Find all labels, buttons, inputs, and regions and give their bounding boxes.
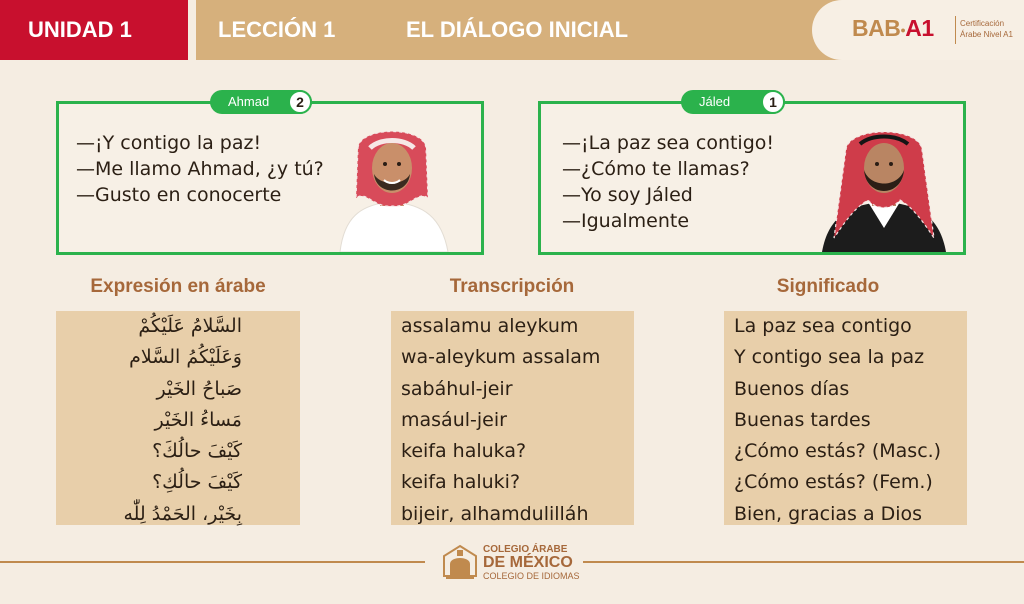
- speaker-order: 2: [288, 90, 312, 114]
- page-title: EL DIÁLOGO INICIAL: [406, 17, 629, 42]
- dialog-line: —Gusto en conocerte: [76, 184, 282, 206]
- man-ahmad-photo: [330, 118, 454, 252]
- transcription-item: keifa haluka?: [401, 440, 527, 463]
- dialog-line: —Igualmente: [562, 210, 690, 232]
- transcription-item: keifa haluki?: [401, 471, 521, 494]
- arabic-expression: وَعَلَيْكُمُ السَّلام: [129, 346, 242, 369]
- dialog-lines-ahmad: [76, 130, 324, 208]
- arabic-expression: بِخَيْر، الحَمْدُ لِلّٰه: [123, 502, 242, 525]
- meaning-item: ¿Cómo estás? (Masc.): [734, 440, 942, 463]
- dialog-lines-jaled: [562, 130, 774, 234]
- meaning-panel: [724, 311, 967, 525]
- column-header-transcription: Transcripción: [449, 276, 575, 297]
- dialog-line: —¿Cómo te llamas?: [562, 158, 750, 180]
- arabic-expression: صَباحُ الخَيْر: [156, 377, 242, 400]
- man-jaled-photo: [818, 118, 950, 252]
- dialog-line: —Yo soy Jáled: [562, 184, 693, 206]
- brand-divider: [955, 16, 956, 44]
- school-line-1: COLEGIO ÁRABE: [483, 544, 568, 555]
- school-line-3: COLEGIO DE IDIOMAS: [483, 571, 580, 581]
- dialog-line: —¡La paz sea contigo!: [562, 132, 775, 154]
- header-bar: [0, 0, 1024, 60]
- brand-cert: [960, 18, 1013, 40]
- arabic-expression: كَيْفَ حالُكِ؟: [152, 471, 242, 494]
- school-line-2: DE MÉXICO: [483, 554, 573, 571]
- arabic-expression: كَيْفَ حالُكَ؟: [152, 440, 242, 463]
- brand-main: BAB: [852, 15, 901, 41]
- speaker-name: Ahmad: [228, 94, 270, 109]
- brand-level: A1: [905, 15, 934, 41]
- speaker-tag-ahmad: [210, 90, 312, 114]
- cert-line-1: Certificación: [960, 19, 1005, 28]
- brand-logo: BAB●A1: [852, 15, 934, 41]
- mosque-logo-icon: [440, 542, 480, 582]
- meaning-item: Bien, gracias a Dios: [734, 502, 923, 525]
- meaning-item: Buenos días: [734, 377, 850, 400]
- transcription-panel: [391, 311, 634, 525]
- speaker-name: Jáled: [699, 94, 731, 109]
- meaning-item: Buenas tardes: [734, 408, 871, 431]
- footer-divider-left: [0, 561, 425, 563]
- footer-divider-right: [583, 561, 1024, 563]
- transcription-item: assalamu aleykum: [401, 315, 579, 337]
- transcription-item: sabáhul-jeir: [401, 377, 513, 400]
- meaning-item: Y contigo sea la paz: [734, 346, 925, 369]
- transcription-item: bijeir, alhamdulilláh: [401, 502, 589, 525]
- dialog-line: —Me llamo Ahmad, ¿y tú?: [76, 158, 324, 180]
- speaker-order: 1: [761, 90, 785, 114]
- lesson-label: LECCIÓN 1: [218, 17, 336, 42]
- arabic-expression: السَّلامُ عَلَيْكُمْ: [138, 315, 242, 337]
- unit-label: UNIDAD 1: [0, 0, 188, 60]
- transcription-item: wa-aleykum assalam: [401, 346, 601, 369]
- footer-school-name: [483, 544, 580, 582]
- column-header-arabic: Expresión en árabe: [90, 276, 266, 297]
- arabic-expressions-panel: [56, 311, 300, 525]
- meaning-item: La paz sea contigo: [734, 315, 912, 337]
- transcription-item: masául-jeir: [401, 408, 507, 431]
- cert-line-2: Árabe Nivel A1: [960, 30, 1013, 39]
- arabic-expression: مَساءُ الخَيْر: [154, 408, 242, 431]
- meaning-item: ¿Cómo estás? (Fem.): [734, 471, 933, 494]
- dialog-line: —¡Y contigo la paz!: [76, 132, 262, 154]
- speaker-tag-jaled: [681, 90, 785, 114]
- column-header-meaning: Significado: [776, 276, 880, 297]
